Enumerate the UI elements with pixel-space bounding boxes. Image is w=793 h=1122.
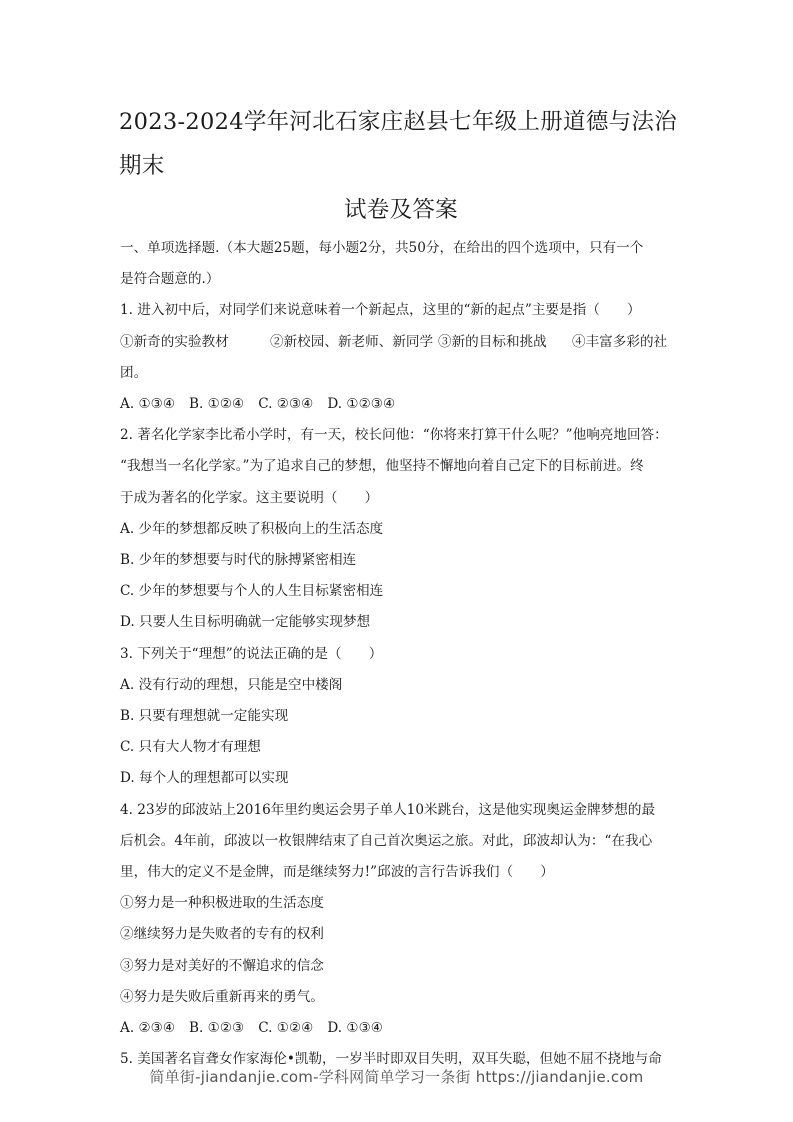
option-b: B. 少年的梦想要与时代的脉搏紧密相连 bbox=[120, 552, 357, 569]
section-header: 一、单项选择题.（本大题25题，每小题2分，共50分，在给出的四个选项中，只有一个 bbox=[120, 240, 644, 256]
title-line-2: 试卷及答案 bbox=[343, 197, 458, 223]
option-a: A. 没有行动的理想，只能是空中楼阁 bbox=[120, 676, 343, 693]
option-c: C. 只有大人物才有理想 bbox=[120, 739, 261, 756]
question-stem: 里，伟大的定义不是金牌，而是继续努力!”邱波的言行告诉我们（ ） bbox=[120, 864, 554, 881]
statement-item: ③努力是对美好的不懈追求的信念 bbox=[120, 957, 324, 974]
option-d: D. ①③④ bbox=[327, 1020, 383, 1037]
footer-watermark: 简单街-jiandanjie.com-学科网简单学习一条街 https://jiandanjie.com bbox=[149, 1068, 644, 1086]
statement-item: ①新奇的实验教材 bbox=[120, 333, 229, 350]
statement-cont: 团。 bbox=[120, 364, 148, 381]
option-c: C. ②③④ bbox=[258, 396, 314, 413]
statement-item: ②新校园、新老师、新同学 bbox=[270, 333, 434, 350]
section-header-cont: 是符合题意的.） bbox=[120, 271, 220, 288]
title-line-1: 2023-2024学年河北石家庄赵县七年级上册道德与法治期末 bbox=[119, 109, 678, 179]
question-stem: 于成为著名的化学家。这主要说明（ ） bbox=[120, 489, 379, 506]
question-stem: 2. 著名化学家李比希小学时，有一天，校长问他：“你将来打算干什么呢？”他响亮地回答： bbox=[120, 427, 668, 444]
option-d: D. ①②③④ bbox=[327, 396, 396, 413]
statement-item: ③新的目标和挑战 bbox=[438, 333, 547, 350]
question-stem: 3. 下列关于“理想”的说法正确的是（ ） bbox=[120, 645, 383, 662]
question-3 bbox=[120, 639, 682, 795]
question-stem: “我想当一名化学家。”为了追求自己的梦想，他坚持不懈地向着自己定下的目标前进。终 bbox=[120, 458, 644, 475]
document-title bbox=[120, 100, 682, 232]
option-d: D. 只要人生目标明确就一定能够实现梦想 bbox=[120, 614, 371, 631]
statement-item: ①努力是一种积极进取的生活态度 bbox=[120, 895, 324, 912]
option-b: B. ①②④ bbox=[189, 396, 245, 413]
question-2 bbox=[120, 420, 682, 638]
option-b: B. ①②③ bbox=[189, 1020, 245, 1037]
document-body bbox=[120, 233, 682, 1075]
option-d: D. 每个人的理想都可以实现 bbox=[120, 770, 289, 787]
question-1 bbox=[120, 295, 682, 420]
question-stem: 5. 美国著名盲聋女作家海伦•凯勒，一岁半时即双目失明，双耳失聪，但她不屈不挠地与命 bbox=[120, 1051, 662, 1068]
option-row bbox=[120, 389, 682, 420]
option-a: A. 少年的梦想都反映了积极向上的生活态度 bbox=[120, 520, 384, 537]
option-a: A. ①③④ bbox=[120, 396, 176, 413]
option-c: C. ①②④ bbox=[258, 1020, 314, 1037]
option-c: C. 少年的梦想要与个人的人生目标紧密相连 bbox=[120, 583, 384, 600]
question-stem: 4. 23岁的邱波站上2016年里约奥运会男子单人10米跳台，这是他实现奥运金牌梦想的最 bbox=[120, 801, 656, 818]
option-a: A. ②③④ bbox=[120, 1020, 176, 1037]
question-4 bbox=[120, 795, 682, 1045]
document-page bbox=[120, 100, 682, 1075]
option-row bbox=[120, 1013, 682, 1044]
statement-item: ②继续努力是失败者的专有的权利 bbox=[120, 926, 324, 943]
option-b: B. 只要有理想就一定能实现 bbox=[120, 708, 289, 725]
statement-item: ④丰富多彩的社 bbox=[572, 333, 668, 350]
statement-item: ④努力是失败后重新再来的勇气。 bbox=[120, 988, 324, 1005]
question-stem: 后机会。4年前，邱波以一枚银牌结束了自己首次奥运之旅。对此，邱波却认为：“在我心 bbox=[120, 832, 653, 849]
statement-list bbox=[120, 327, 682, 358]
question-stem: 1. 进入初中后，对同学们来说意味着一个新起点，这里的“新的起点”主要是指（ ） bbox=[120, 302, 641, 319]
